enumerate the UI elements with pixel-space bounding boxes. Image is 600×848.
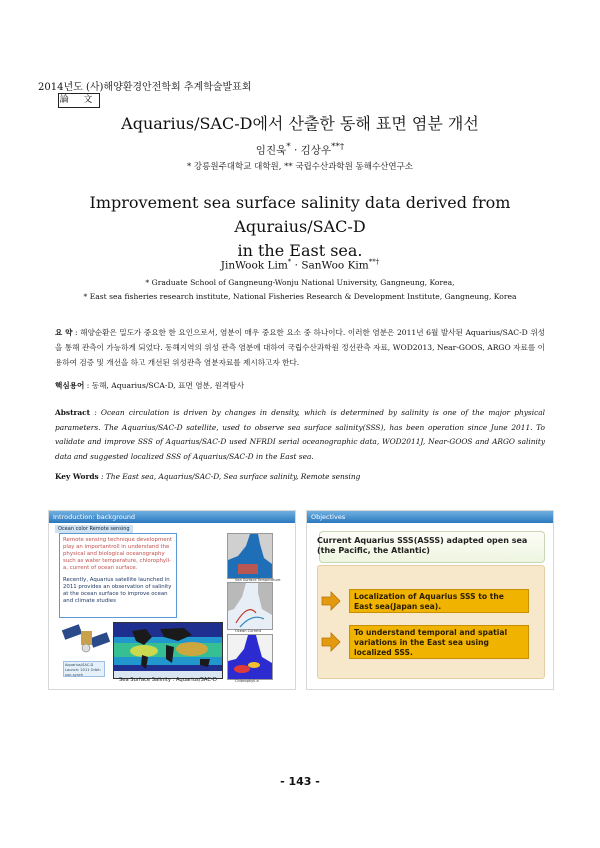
conference-name: 2014년도 (사)해양환경안전학회 추계학술발표회 [38,82,252,93]
current-map-graphic [228,583,272,629]
page-number: - 143 - [280,775,320,788]
introduction-paragraph-1: Remote sensing technique development play an importantroll in understand the physical and biological oceanography such as water temperature, chlorophyll-a, current of ocean surface. [63,537,173,571]
english-affiliation-1: * Graduate School of Gangneung-Wonju National University, Gangneung, Korea, [145,278,455,287]
korean-abstract [55,325,545,370]
sst-map-caption: Sea Surface Temperature [235,578,281,582]
english-title-line-1: Improvement sea surface salinity data derived from Aquraius/SAC-D [89,193,511,236]
sst-map-graphic [228,534,272,578]
arrow-right-icon [321,591,341,611]
satellite-label: Aquarius/SAC-D Launch: 2011 Orbit: sun-synch [63,661,105,677]
paper-type-badge: 論 文 [58,93,100,108]
sst-map [227,533,273,579]
introduction-slide-subheader: Ocean color Remote sensing [55,525,133,533]
current-map-caption: Ocean Current [235,629,262,633]
introduction-slide-header: Introduction: background [49,511,295,523]
objectives-slide-header: Objectives [307,511,553,523]
korean-abstract-text: : 해양순환은 밀도가 중요한 한 요인으로서, 염분이 매우 중요한 요소 중 하나이다. 이러한 염분은 2011년 6월 발사된 Aquarius/SAC-D 위성을 통해 관측이 가능하게 되었다. 동해지역의 위성 관측 염분에 대하여 국립수산과학원 정선관측 자료, WOD2013, Near-GOOS, ARGO 자료를 이용하여 검증 및 개선을 하고 개선된 위성관측 염분자료를 제시하고자 한다. [55,328,545,367]
korean-author-2-mark: **† [331,142,345,152]
english-abstract-text: : Ocean circulation is driven by changes in density, which is determined by salinity is one of the major physical parameters. The Aquarius/SAC-D satellite, used to observe sea surface salinity(SSS), has been operation since June 2011. To validate and improve SSS of Aquarius/SAC-D used NFRDI serial oceanographic data, WOD2011J, Near-GOOS and ARGO salinity data and suggested localized SSS of Aquarius/SAC-D in the East sea. [55,408,545,461]
author-separator: · [290,144,301,157]
korean-affiliation: * 강릉원주대학교 대학원, ** 국립수산과학원 동해수산연구소 [186,162,414,172]
world-map-caption: Sea Surface Salinity : Aquarius/SAC-D [119,677,217,683]
current-map [227,582,273,630]
english-title [50,191,550,263]
chlorophyll-map [227,634,273,680]
english-keywords-text: : The East sea, Aquarius/SAC-D, Sea surface salinity, Remote sensing [98,472,361,481]
korean-title: Aquarius/SAC-D에서 산출한 동해 표면 염분 개선 [121,114,479,133]
chlorophyll-map-caption: Chlorophyll-a [235,679,259,683]
arrow-right-icon [321,632,341,652]
objectives-panel [317,565,545,679]
korean-keywords [55,380,545,391]
korean-authors [0,142,600,158]
korean-keywords-text: : 동해, Aquarius/SCA-D, 표면 염분, 원격탐사 [84,381,245,390]
english-affiliation-2: * East sea fisheries research institute, National Fisheries Research & Development Institute, Gangneung, Korea [83,292,517,301]
english-keywords [55,472,545,481]
world-salinity-map [113,622,223,679]
korean-author-1-mark: * [286,142,291,152]
objectives-slide [306,510,554,690]
objective-context-text: Current Aquarius SSS(ASSS) adapted open sea (the Pacific, the Atlantic) [317,536,528,555]
english-authors [0,258,600,272]
introduction-slide [48,510,296,690]
english-author-1: JinWook Lim [220,259,288,272]
english-author-separator: · [291,259,302,272]
korean-author-2: 김상우 [300,144,332,157]
english-abstract-label: Abstract [55,408,91,417]
introduction-textbox [59,533,177,618]
korean-keywords-label: 핵심용어 [55,381,85,390]
introduction-paragraph-2: Recently, Aquarius satellite launched in 2011 provides an observation of salinity at the ocean surface to improve ocean and climate studies [63,577,172,604]
english-keywords-label: Key Words [55,472,99,481]
chlorophyll-map-graphic [228,635,272,679]
world-map-graphic [114,623,222,678]
english-abstract [55,406,545,464]
korean-abstract-label: 요 약 [55,328,73,337]
english-title-line-2: in the East sea. [237,241,363,260]
objective-item-1: Localization of Aquarius SSS to the East sea(Japan sea). [349,589,529,613]
english-author-2: SanWoo Kim [301,259,369,272]
english-author-1-mark: * [287,258,292,266]
objective-item-2: To understand temporal and spatial variations in the East sea using localized SSS. [349,625,529,659]
english-author-2-mark: **† [368,258,380,266]
korean-author-1: 임진욱 [255,144,287,157]
